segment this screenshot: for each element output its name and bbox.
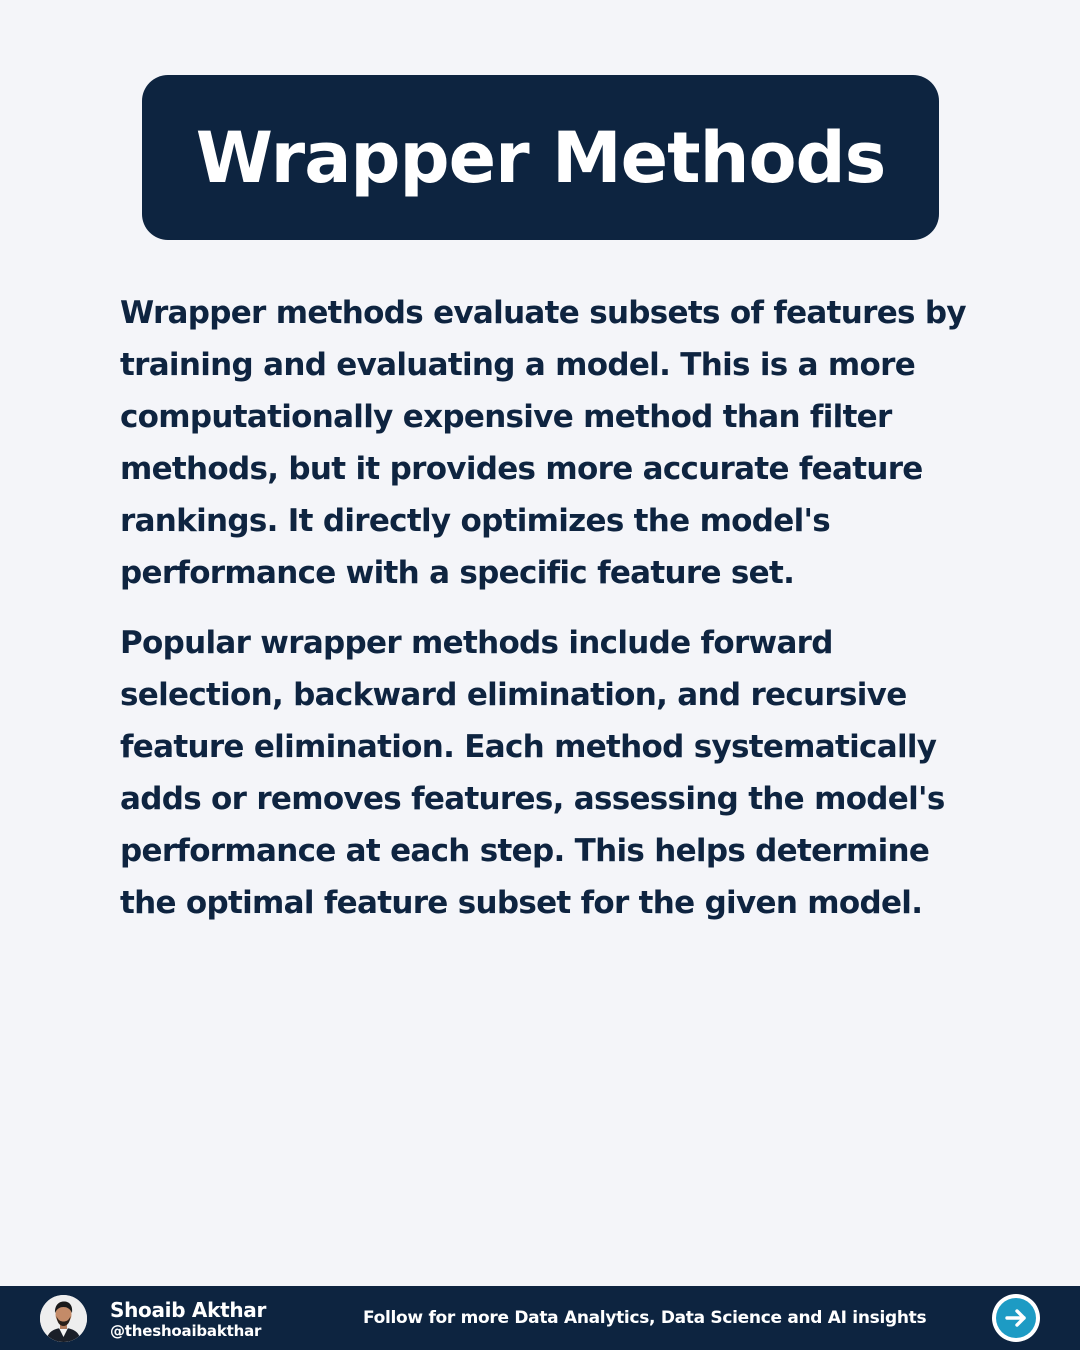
follow-cta-text: Follow for more Data Analytics, Data Science and AI insights: [363, 1308, 927, 1328]
page-title: Wrapper Methods: [195, 116, 886, 199]
author-name: Shoaib Akthar: [110, 1298, 267, 1322]
author-info: [110, 1298, 266, 1340]
body-content: [120, 287, 980, 929]
title-banner: [142, 75, 939, 240]
avatar: [40, 1295, 87, 1342]
next-slide-button[interactable]: [992, 1294, 1040, 1342]
arrow-right-icon: [1003, 1305, 1029, 1331]
footer-bar: [0, 1286, 1080, 1350]
author-handle: @theshoaibakthar: [110, 1322, 262, 1340]
avatar-portrait-icon: [40, 1295, 87, 1342]
paragraph-examples: Popular wrapper methods include forward selection, backward elimination, and recursive feature elimination. Each method systematically adds or removes features, assessing the model's performance at each step. This helps determine the optimal feature subset for the given model.: [120, 625, 945, 921]
arrow-right-circle-icon: [996, 1298, 1036, 1338]
paragraph-intro: Wrapper methods evaluate subsets of features by training and evaluating a model. This is a more computationally expensive method than filter methods, but it provides more accurate feature rankings. It directly optimizes the model's performance with a specific feature set.: [120, 295, 966, 591]
